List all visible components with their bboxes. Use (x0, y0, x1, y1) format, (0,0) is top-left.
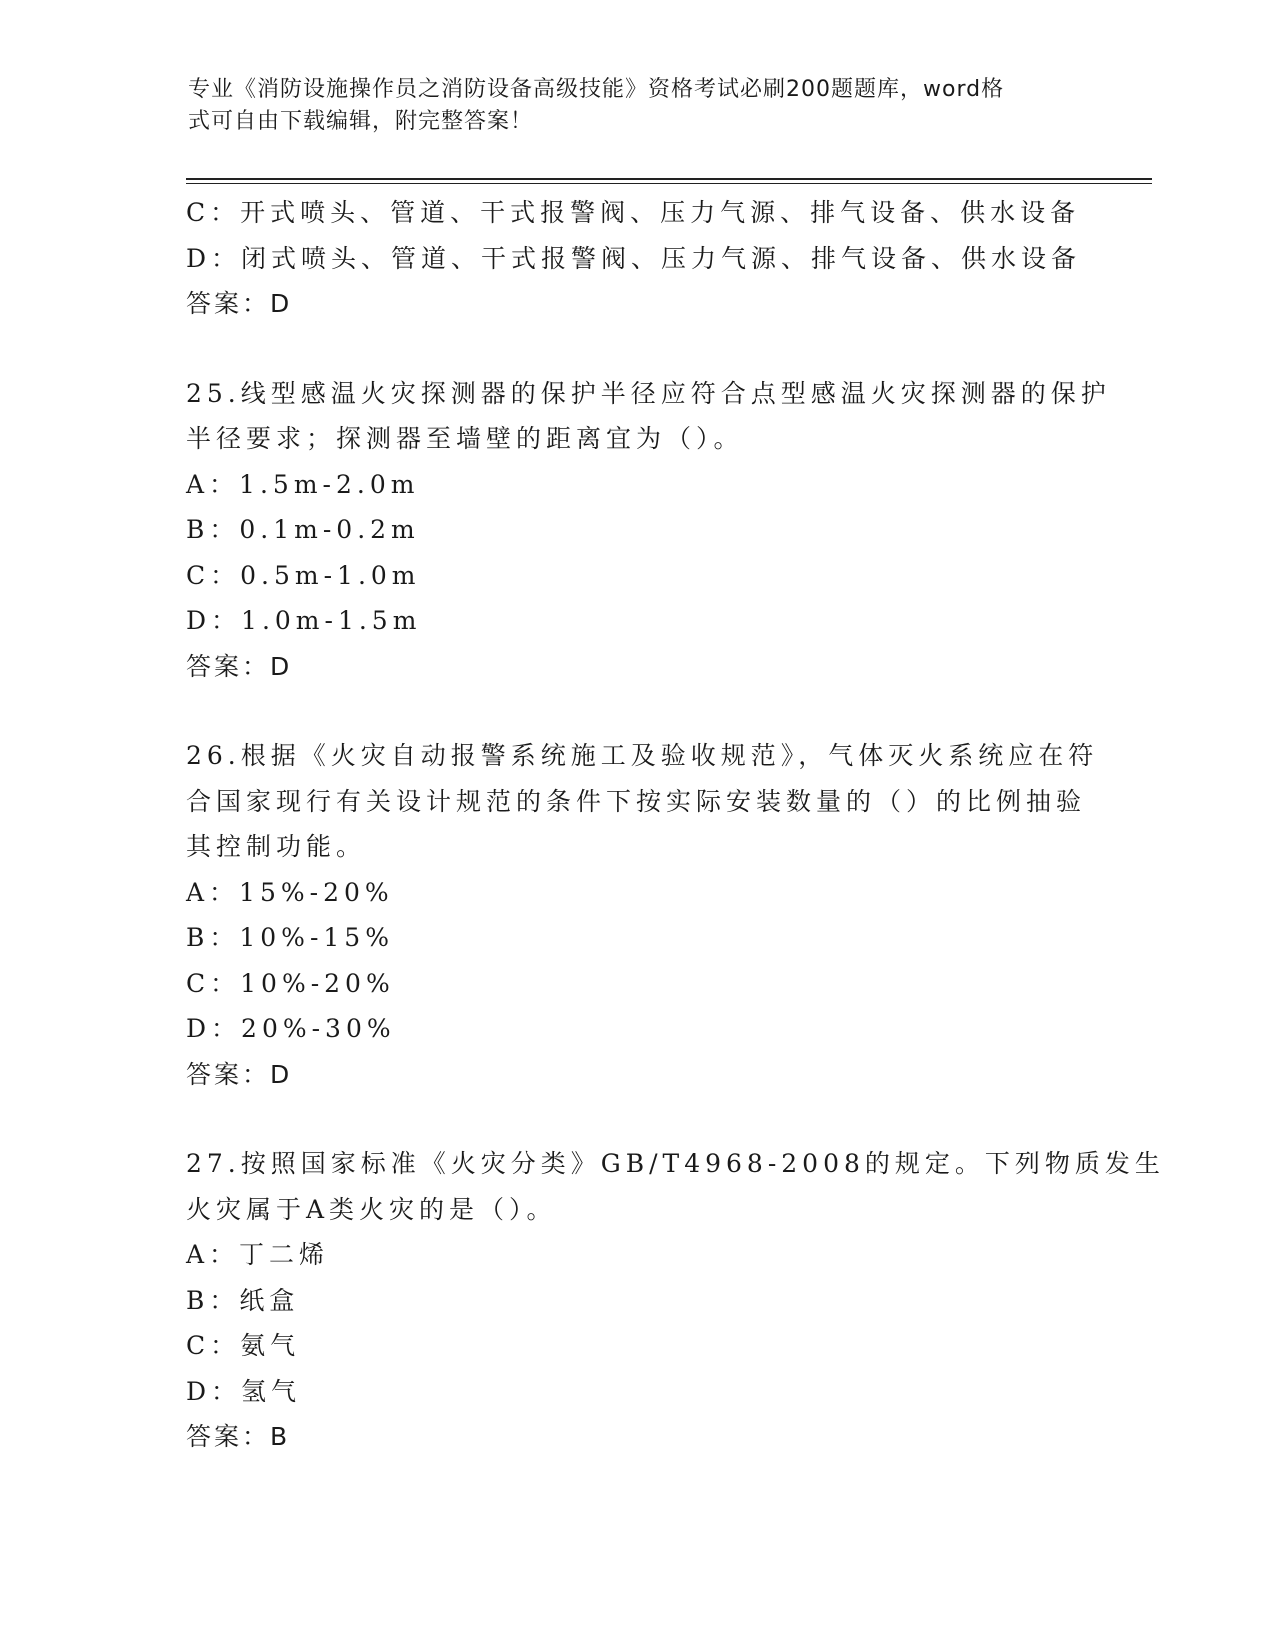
option-a: A：1.5m-2.0m (186, 469, 420, 499)
question-27 (186, 1141, 1165, 1460)
document-header (188, 74, 1068, 138)
option-b: B：纸盒 (186, 1285, 300, 1315)
question-stem-line: 其控制功能。 (186, 832, 367, 861)
question-stem-line: 25.线型感温火灾探测器的保护半径应符合点型感温火灾探测器的保护 (186, 378, 1111, 408)
option-b: B：10%-15% (186, 923, 394, 952)
answer-line: 答案：D (186, 1059, 293, 1089)
option-b: B：0.1m-0.2m (186, 515, 420, 544)
header-line-1: 专业《消防设施操作员之消防设备高级技能》资格考试必刷200题题库，word格 (188, 77, 1005, 102)
option-c: C：氨气 (186, 1331, 301, 1360)
option-a: A：丁二烯 (186, 1240, 330, 1269)
option-a: A：15%-20% (186, 877, 394, 907)
option-c: C：10%-20% (186, 968, 395, 998)
question-stem-line: 27.按照国家标准《火灾分类》GB/T4968-2008的规定。下列物质发生 (186, 1149, 1165, 1178)
header-line-2: 式可自由下载编辑，附完整答案！ (188, 109, 534, 134)
option-d: D：闭式喷头、管道、干式报警阀、压力气源、排气设备、供水设备 (186, 243, 1082, 273)
header-rule-thin (186, 183, 1152, 184)
answer-line: 答案：D (186, 651, 293, 681)
question-stem-line: 26.根据《火灾自动报警系统施工及验收规范》，气体灭火系统应在符 (186, 741, 1099, 770)
option-c: C：0.5m-1.0m (186, 560, 421, 590)
option-d: D：1.0m-1.5m (186, 606, 422, 635)
answer-line: 答案：D (186, 289, 293, 318)
question-26 (186, 733, 1099, 1097)
header-rule-thick (186, 178, 1152, 180)
question-stem-line: 半径要求；探测器至墙壁的距离宜为（）。 (186, 424, 744, 453)
question-stem-line: 合国家现行有关设计规范的条件下按实际安装数量的（）的比例抽验 (186, 786, 1087, 816)
question-25 (186, 371, 1111, 690)
option-d: D：氢气 (186, 1376, 302, 1406)
answer-line: 答案：B (186, 1422, 291, 1451)
question-stem-line: 火灾属于A类火灾的是（）。 (186, 1194, 557, 1224)
prev-question (186, 190, 1086, 327)
option-d: D：20%-30% (186, 1014, 396, 1043)
question-content (186, 190, 1165, 1460)
option-c: C：开式喷头、管道、干式报警阀、压力气源、排气设备、供水设备 (186, 198, 1081, 227)
